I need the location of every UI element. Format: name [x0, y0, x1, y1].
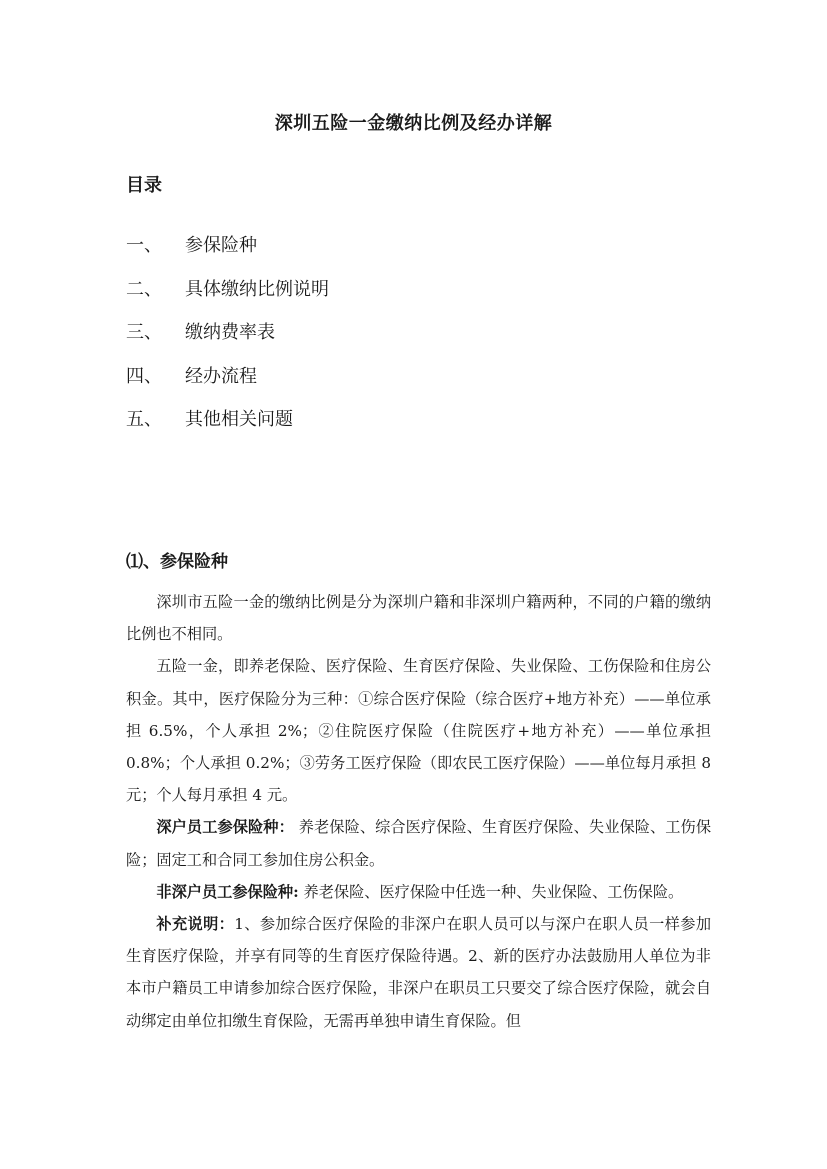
document-title: 深圳五险一金缴纳比例及经办详解: [274, 113, 553, 134]
toc-number: 二、: [126, 278, 162, 300]
toc-item-1: [126, 234, 329, 278]
paragraph-2: 五险一金，即养老保险、医疗保险、生育医疗保险、失业保险、工伤保险和住房公积金。其中，医疗保险分为三种：①综合医疗保险（综合医疗+地方补充）——单位承担 6.5%，个人承担 2%；②住院医疗保险（住院医疗+地方补充）——单位承担 0.8%；个人承担 0.2%；③劳务工医疗保险（即农民工医疗保险）——单位每月承担 8 元；个人每月承担 4 元。: [126, 657, 711, 805]
section-heading: ⑴、参保险种: [126, 552, 228, 572]
table-of-contents: [126, 234, 329, 452]
paragraph-3: [126, 811, 711, 875]
paragraph-5: [126, 908, 711, 1037]
toc-number: 五、: [126, 409, 162, 430]
toc-label: 具体缴纳比例说明: [185, 278, 329, 300]
toc-number: 一、: [126, 235, 162, 256]
paragraph-text: 1、参加综合医疗保险的非深户在职人员可以与深户在职人员一样参加生育医疗保险，并享有同等的生育医疗保险待遇。2、新的医疗办法鼓励用人单位为非本市户籍员工申请参加综合医疗保险，非深户在职员工只要交了综合医疗保险，就会自动绑定由单位扣缴生育保险，无需再单独申请生育保险。但: [126, 915, 712, 1030]
toc-item-2: [126, 278, 329, 322]
toc-heading: 目录: [126, 175, 162, 196]
toc-item-5: [126, 408, 329, 452]
toc-label: 经办流程: [185, 365, 257, 387]
paragraph-label: 深户员工参保险种：: [156, 818, 294, 837]
toc-number: 三、: [126, 322, 162, 343]
paragraph-text: 养老保险、综合医疗保险、生育医疗保险、失业保险、工伤保险；固定工和合同工参加住房公积金。: [126, 818, 712, 869]
toc-number: 四、: [126, 365, 162, 387]
toc-label: 其他相关问题: [185, 409, 293, 430]
section-body: [126, 586, 711, 1037]
toc-label: 参保险种: [185, 235, 257, 256]
paragraph-text: 养老保险、医疗保险中任选一种、失业保险、工伤保险。: [298, 882, 684, 901]
toc-item-3: [126, 321, 329, 365]
toc-label: 缴纳费率表: [185, 322, 275, 343]
paragraph-label: 补充说明：: [156, 915, 235, 934]
toc-item-4: [126, 365, 329, 409]
paragraph-label: 非深户员工参保险种:: [156, 882, 299, 901]
paragraph-1: 深圳市五险一金的缴纳比例是分为深圳户籍和非深圳户籍两种，不同的户籍的缴纳比例也不相同。: [126, 593, 711, 644]
paragraph-4: [126, 876, 711, 908]
